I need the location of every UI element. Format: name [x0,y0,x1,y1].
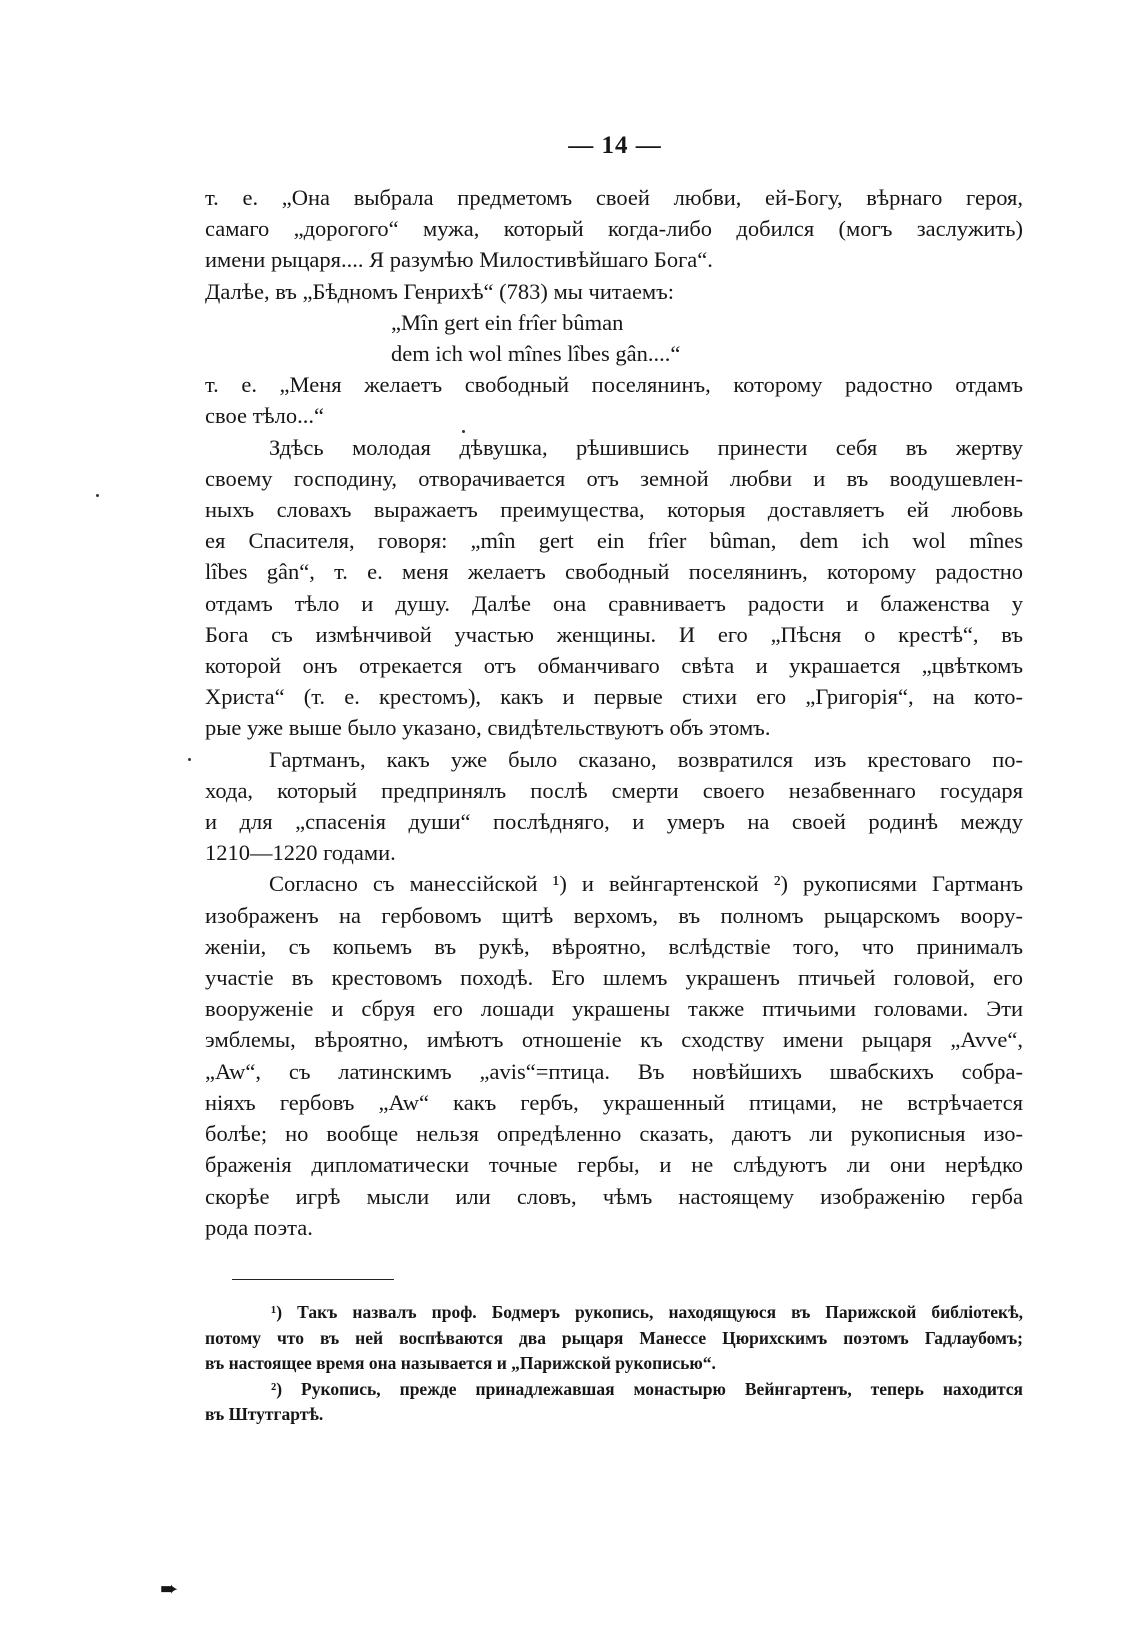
text-line: рода поэта. [205,1214,313,1240]
text-line: ніяхъ гербовъ „Aw“ какъ гербъ, украшенный птицами, не встрѣчается [205,1089,1023,1115]
verse-line: „Mîn gert ein frîer bûman [391,309,624,335]
body-text [205,182,1023,1243]
text-line: своему господину, отворачивается отъ земной любви и въ воодушевлен- [205,465,1023,491]
text-line: женіи, съ копьемъ въ рукѣ, вѣроятно, вслѣдствіе того, что принималъ [205,933,1023,959]
text-line: которой онъ отрекается отъ обманчиваго свѣта и украшается „цвѣткомъ [205,653,1023,679]
text-line: и для „спасенія души“ послѣдняго, и умеръ на своей родинѣ между [205,809,1023,835]
text-line: скорѣе игрѣ мысли или словъ, чѣмъ настоящему изображенію герба [205,1183,1023,1209]
footnotes [205,1300,1023,1428]
text-line: Христа“ (т. е. крестомъ), какъ и первые стихи его „Григорія“, на кото- [205,684,1023,710]
text-line: имени рыцаря.... Я разумѣю Милостивѣйшаго Бога“. [205,247,713,273]
text-line: lîbes gân“, т. е. меня желаетъ свободный поселянинъ, которому радостно [205,559,1023,585]
text-line: хода, который предпринялъ послѣ смерти своего незабвеннаго государя [205,777,1023,803]
text-line: Далѣе, въ „Бѣдномъ Генрихѣ“ (783) мы читаемъ: [205,278,675,304]
text-line: участіе въ крестовомъ походѣ. Его шлемъ украшенъ птичьей головой, его [205,965,1023,991]
text-line: свое тѣло...“ [205,403,324,429]
footnote-line: въ Штутгартѣ. [205,1404,324,1424]
text-line: болѣе; но вообще нельзя опредѣленно сказать, даютъ ли рукописныя изо- [205,1121,1023,1147]
text-line: вооруженіе и сбруя его лошади украшены также птичьими головами. Эти [205,996,1023,1022]
text-line: браженія дипломатически точные гербы, и не слѣдуютъ ли они нерѣдко [205,1152,1023,1178]
footnote-line: ²) Рукопись, прежде принадлежавшая монастырю Вейнгартенъ, теперь находится [271,1378,1023,1399]
footnote-line: ¹) Такъ назвалъ проф. Бодмеръ рукопись, находящуюся въ Парижской библіотекѣ, [271,1302,1023,1322]
verse-line: dem ich wol mînes lîbes gân....“ [391,341,681,367]
footnote-separator [232,1279,394,1280]
scan-speck [462,430,465,433]
text-line: Гартманъ, какъ уже было сказано, возвратился изъ крестоваго по- [269,746,1023,772]
text-line: рые уже выше было указано, свидѣтельствуютъ объ этомъ. [205,715,771,741]
text-line: ныхъ словахъ выражаетъ преимущества, которыя доставляетъ ей любовь [205,497,1023,523]
text-line: ея Спасителя, говоря: „mîn gert ein frîer bûman, dem ich wol mînes [205,528,1023,554]
footnote-line: потому что въ ней воспѣваются два рыцаря Манессе Цюрихскимъ поэтомъ Гадлаубомъ; [205,1327,1023,1348]
text-line: т. е. „Меня желаетъ свободный поселянинъ, которому радостно отдамъ [205,372,1023,398]
scan-speck [96,494,99,497]
text-line: „Aw“, съ латинскимъ „avis“=птица. Въ новѣйшихъ швабскихъ собра- [205,1058,1023,1084]
text-line: Здѣсь молодая дѣвушка, рѣшившись принести себя въ жертву [269,434,1023,460]
scan-speck [188,758,191,761]
text-line: отдамъ тѣло и душу. Далѣе она сравниваетъ радости и блаженства у [205,590,1023,616]
text-line: изображенъ на гербовомъ щитѣ верхомъ, въ полномъ рыцарскомъ воору- [205,902,1023,928]
text-line: эмблемы, вѣроятно, имѣютъ отношеніе къ сходству имени рыцаря „Avve“, [205,1027,1023,1053]
text-line: Согласно съ манессійской ¹) и вейнгартенской ²) рукописями Гартманъ [269,871,1023,897]
text-line: т. е. „Она выбрала предметомъ своей любви, ей-Богу, вѣрнаго героя, [205,185,1023,210]
text-line: Бога съ измѣнчивой участью женщины. И его „Пѣсня о крестѣ“, въ [205,621,1023,647]
text-line: самаго „дорогого“ мужа, который когда-либо добился (могъ заслужить) [205,216,1023,242]
text-line: 1210—1220 годами. [205,840,396,866]
footnote-line: въ настоящее время она называется и „Парижской рукописью“. [205,1353,716,1373]
scan-mark-icon: ➨ [160,1576,179,1601]
page-number: — 14 — [568,132,662,159]
